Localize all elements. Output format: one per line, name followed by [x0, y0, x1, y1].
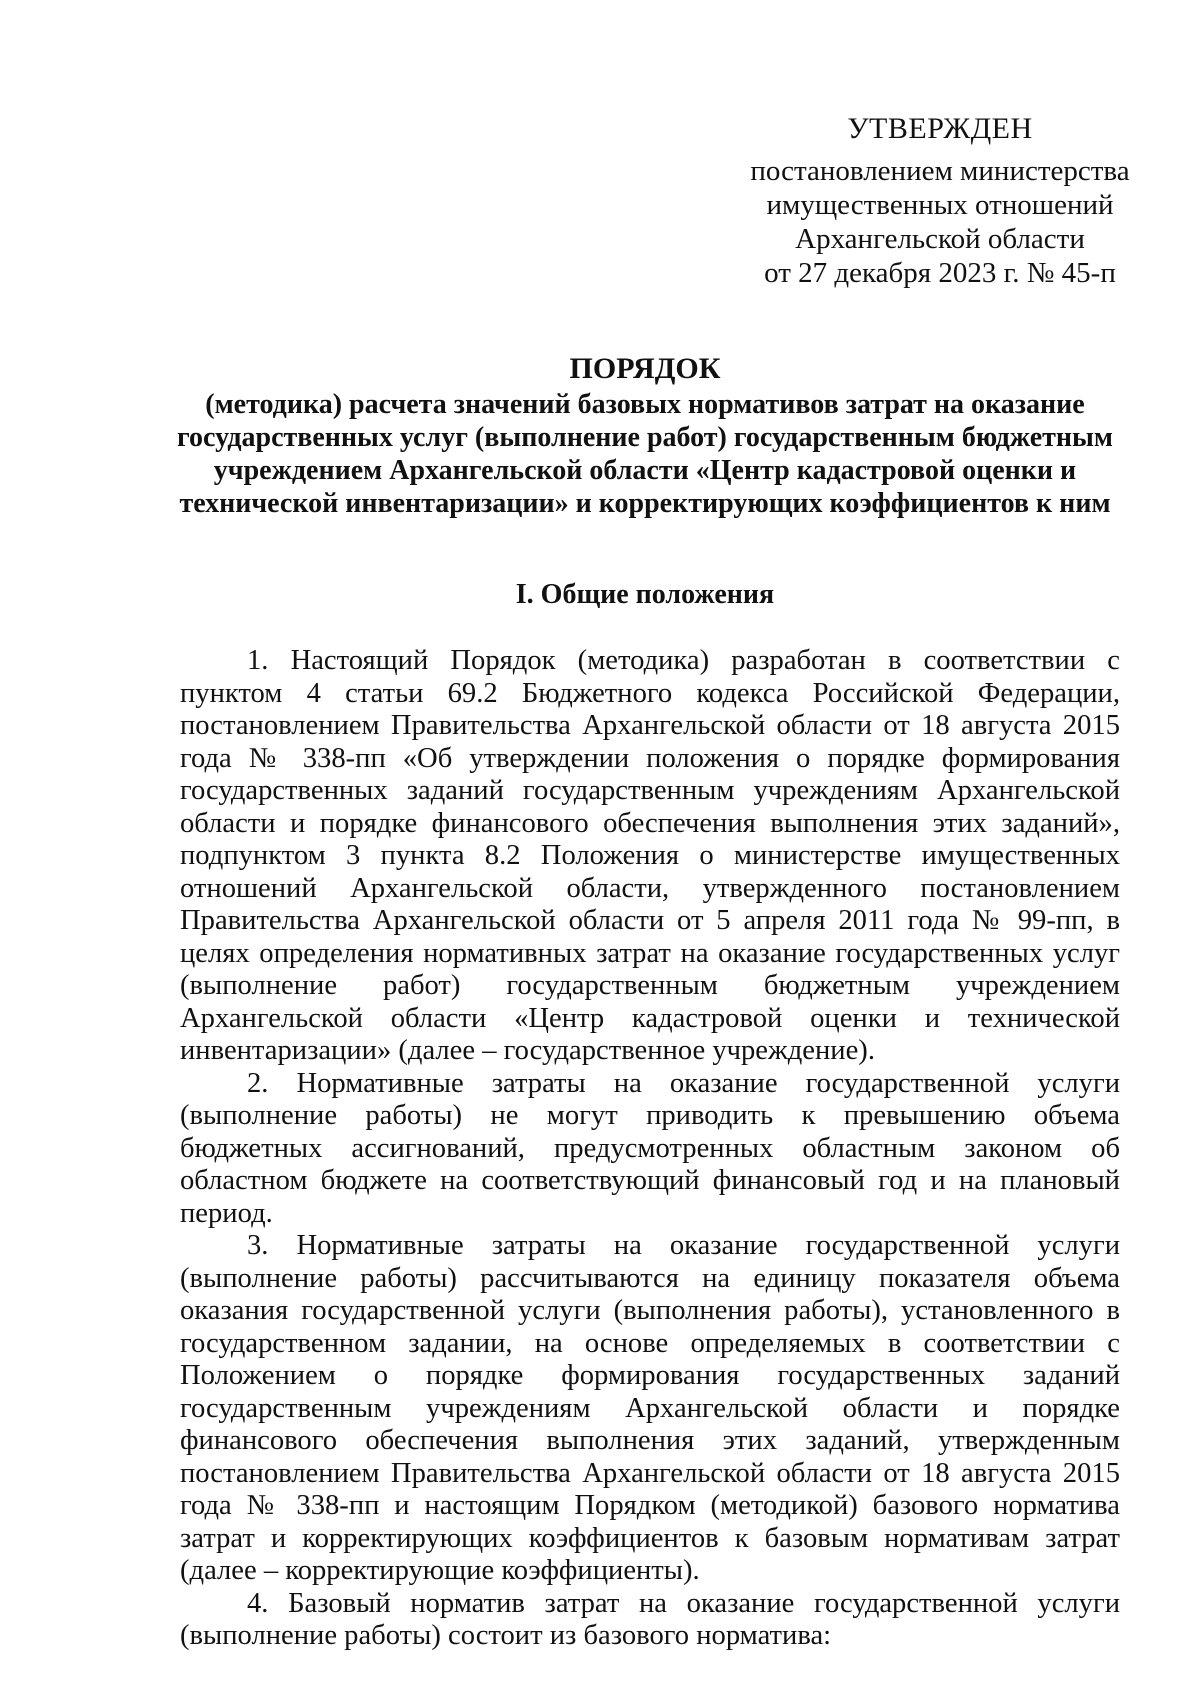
approval-stamp: УТВЕРЖДЕН	[847, 112, 1033, 145]
document-title-main: ПОРЯДОК	[569, 352, 721, 385]
approval-date-number: от 27 декабря 2023 г. № 45-п	[764, 257, 1116, 289]
section-heading: I. Общие положения	[515, 579, 775, 610]
paragraph-1: 1. Настоящий Порядок (методика) разработан в соответствии с пунктом 4 статьи 69.2 Бюджетного кодекса Российской Федерации, постановлением Правительства Архангельской области от 18 августа 2015 года № 338-пп «Об утверждении положения о порядке формирования государственных заданий государственным учреждениям Архангельской области и порядке финансового обеспечения выполнения этих заданий», подпунктом 3 пункта 8.2 Положения о министерстве имущественных отношений Архангельской области, утвержденного постановлением Правительства Архангельской области от 5 апреля 2011 года № 99-пп, в целях определения нормативных затрат на оказание государственных услуг (выполнение работ) государственным бюджетным учреждением Архангельской области «Центр кадастровой оценки и технической инвентаризации» (далее – государственное учреждение).	[180, 645, 1120, 1066]
paragraph-4: 4. Базовый норматив затрат на оказание государственной услуги (выполнение работы) состоит из базового норматива:	[180, 1587, 1120, 1651]
document-title	[170, 352, 1120, 520]
approval-block	[740, 112, 1140, 290]
approval-line-3: Архангельской области	[795, 223, 1085, 255]
approval-line-1: постановлением министерства	[750, 155, 1130, 187]
paragraph-3: 3. Нормативные затраты на оказание государственной услуги (выполнение работы) рассчитываются на единицу показателя объема оказания государственной услуги (выполнения работы), установленного в государственном задании, на основе определяемых в соответствии с Положением о порядке формирования государственных заданий государственным учреждениям Архангельской области и порядке финансового обеспечения выполнения этих заданий, утвержденным постановлением Правительства Архангельской области от 18 августа 2015 года № 338-пп и настоящим Порядком (методикой) базового норматива затрат и корректирующих коэффициентов к базовым нормативам затрат (далее – корректирующие коэффициенты).	[180, 1230, 1120, 1586]
paragraph-2: 2. Нормативные затраты на оказание государственной услуги (выполнение работы) не могут приводить к превышению объема бюджетных ассигнований, предусмотренных областным законом об областном бюджете на соответствующий финансовый год и на плановый период.	[180, 1067, 1120, 1229]
document-body	[180, 645, 1120, 1653]
approval-line-2: имущественных отношений	[766, 189, 1114, 221]
document-title-subtitle: (методика) расчета значений базовых нормативов затрат на оказание государственных услуг (выполнение работ) государственным бюджетным учреждением Архангельской области «Центр кадастровой оценки и технической инвентаризации» и корректирующих коэффициентов к ним	[177, 389, 1113, 519]
